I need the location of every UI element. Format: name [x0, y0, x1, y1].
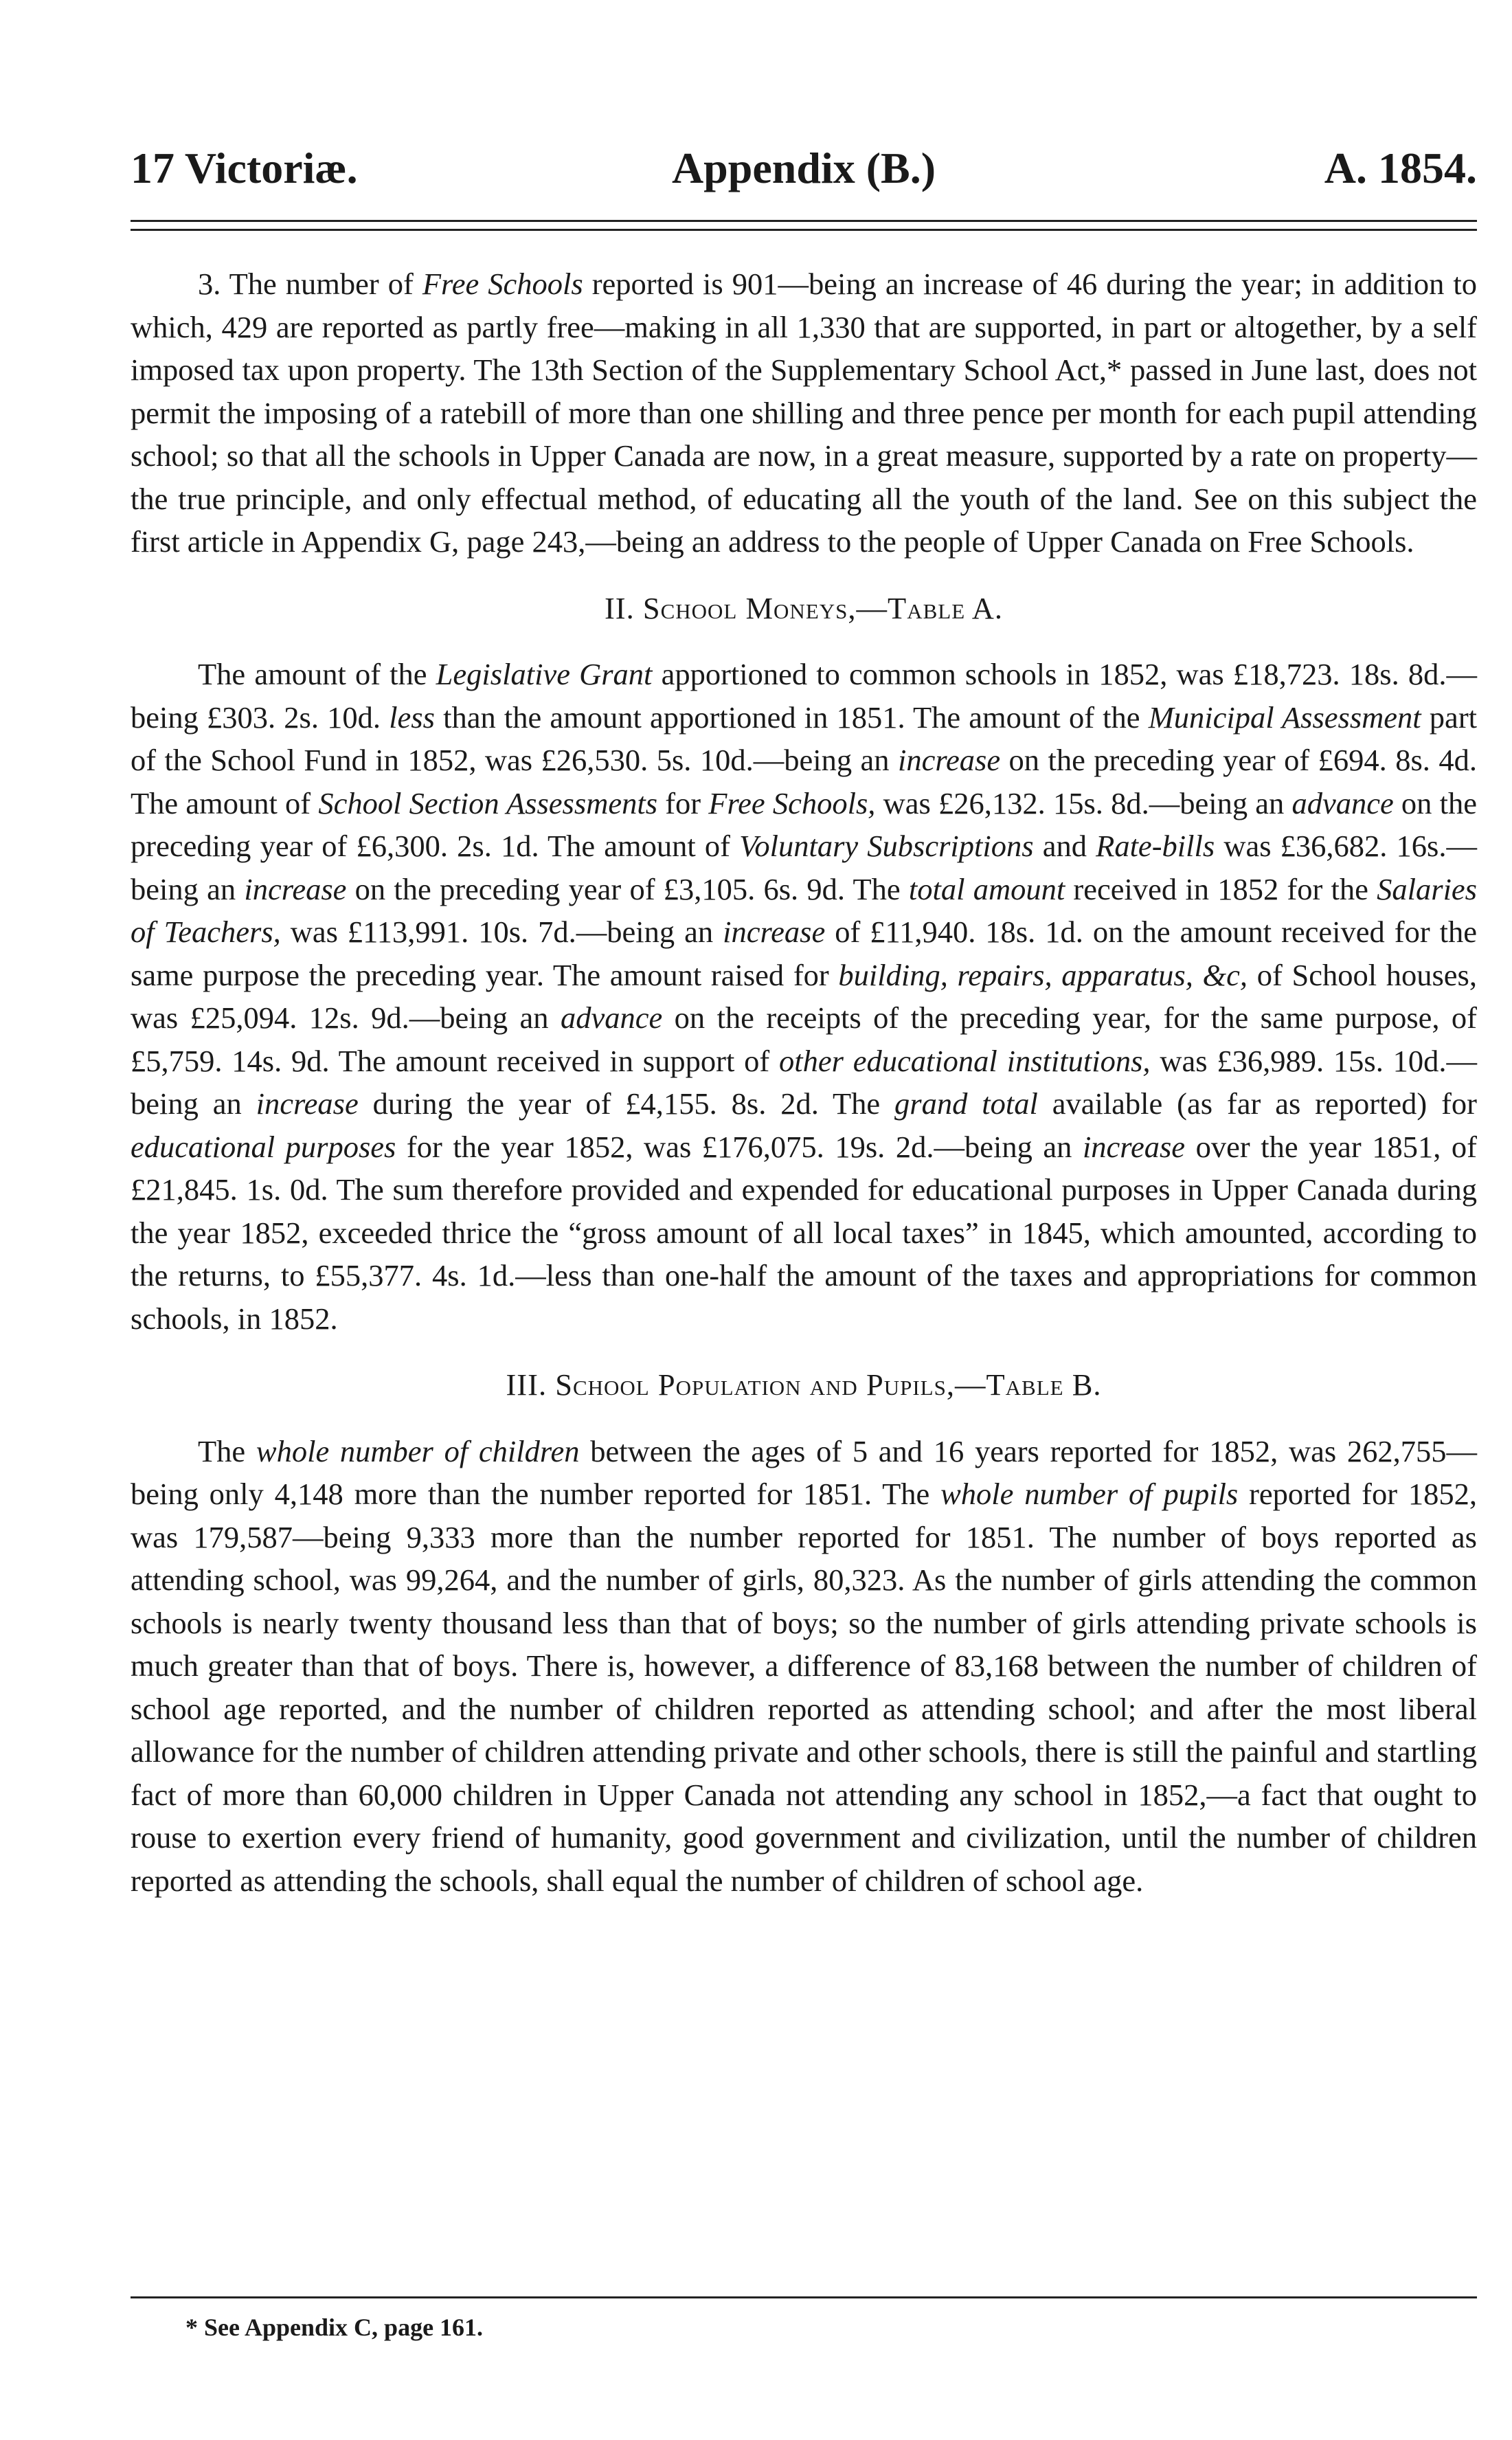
section-heading-school-population: [131, 1363, 1477, 1407]
footnote: * See Appendix C, page 161.: [185, 2314, 484, 2341]
header-year: A. 1854.: [1324, 144, 1477, 192]
paragraph-school-population: The whole number of children between the ages of 5 and 16 years reported for 1852, was 262,755—being only 4,148 more than the number reported for 1851. The whole number of pupils reported for 1852, was 179,587—being 9,333 more than the number reported for 1851. The number of boys reported as attending school, was 99,264, and the number of girls, 80,323. As the number of girls attending the common schools is nearly twenty thousand less than that of boys; so the number of girls attending private schools is much greater than that of boys. There is, however, a difference of 83,168 between the number of children of school age reported, and the number of children reported as attending school; and after the most liberal allowance for the number of children attending private and other schools, there is still the painful and startling fact of more than 60,000 children in Upper Canada not attending any school in 1852,—a fact that ought to rouse to exertion every friend of humanity, good government and civilization, until the number of children reported as attending the schools, shall equal the number of children of school age.: [131, 1433, 1478, 1898]
section-title: School Population and Pupils,—Table B.: [555, 1367, 1102, 1402]
document-body: [131, 262, 1477, 1925]
section-heading-school-moneys: [131, 587, 1477, 630]
header-session: 17 Victoriæ.: [131, 144, 358, 192]
page-header: [131, 131, 1477, 206]
section-number: II.: [604, 590, 635, 625]
paragraph-free-schools: 3. The number of Free Schools reported is 901—being an increase of 46 during the year; in addition to which, 429 are reported as partly free—making in all 1,330 that are supported, in part or altogether, by a self imposed tax upon property. The 13th Section of the Supplementary School Act,* passed in June last, does not permit the imposing of a ratebill of more than one shilling and three pence per month for each pupil attending school; so that all the schools in Upper Canada are now, in a great measure, supported by a rate on property—the true principle, and only effectual method, of educating all the youth of the land. See on this subject the first article in Appendix G, page 243,—being an address to the people of Upper Canada on Free Schools.: [131, 267, 1477, 559]
header-double-rule: [131, 220, 1477, 231]
footnote-rule: [131, 2296, 1477, 2298]
paragraph-school-moneys: The amount of the Legislative Grant apportioned to common schools in 1852, was £18,723. 18s. 8d.—being £303. 2s. 10d. less than the amount apportioned in 1851. The amount of the Municipal Assessment part of the School Fund in 1852, was £26,530. 5s. 10d.—being an increase on the preceding year of £694. 8s. 4d. The amount of School Section Assessments for Free Schools, was £26,132. 15s. 8d.—being an advance on the preceding year of £6,300. 2s. 1d. The amount of Voluntary Subscriptions and Rate-bills was £36,682. 16s.—being an increase on the preceding year of £3,105. 6s. 9d. The total amount received in 1852 for the Salaries of Teachers, was £113,991. 10s. 7d.—being an increase of £11,940. 18s. 1d. on the amount received for the same purpose the preceding year. The amount raised for building, repairs, apparatus, &c, of School houses, was £25,094. 12s. 9d.—being an advance on the receipts of the preceding year, for the same purpose, of £5,759. 14s. 9d. The amount received in support of other educational institutions, was £36,989. 15s. 10d.—being an increase during the year of £4,155. 8s. 2d. The grand total available (as far as reported) for educational purposes for the year 1852, was £176,075. 19s. 2d.—being an increase over the year 1851, of £21,845. 1s. 0d. The sum therefore provided and expended for educational purposes in Upper Canada during the year 1852, exceeded thrice the “gross amount of all local taxes” in 1845, which amounted, according to the returns, to £55,377. 4s. 1d.—less than one-half the amount of the taxes and appropriations for common schools, in 1852.: [131, 657, 1478, 1336]
section-number: III.: [506, 1367, 548, 1402]
header-appendix: Appendix (B.): [671, 144, 936, 192]
section-title: School Moneys,—Table A.: [642, 590, 1004, 625]
